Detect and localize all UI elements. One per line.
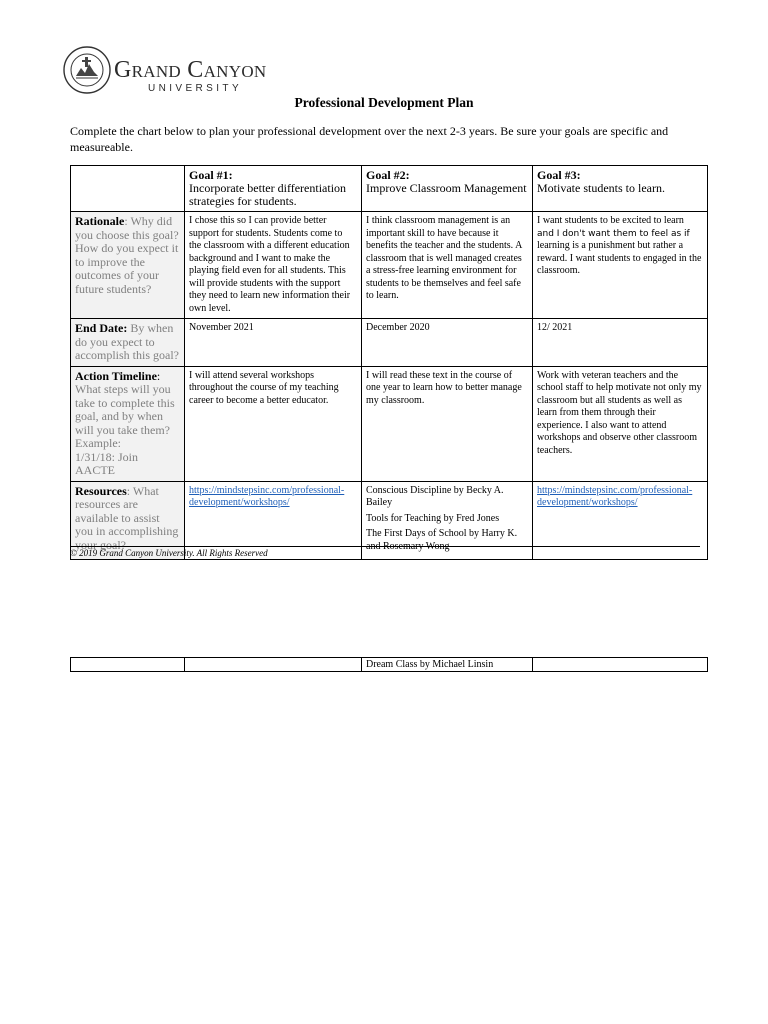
goal-2-resources <box>362 481 533 560</box>
action-timeline-label: Action Timeline <box>75 368 157 383</box>
goal-1-rationale: I chose this so I can provide better support for students. Students come to the classroom with a different education background and I want to make the playing field even for all students. This will provide students with the support they need to learn new information their own level. <box>185 212 362 319</box>
end-date-prompt: By when do you expect to accomplish this goal? <box>75 321 179 362</box>
goal-1-end-date: November 2021 <box>185 319 362 367</box>
goal-3-rationale-line-2: and I don't want them to feel as if <box>537 228 690 239</box>
rationale-label-cell <box>71 212 185 319</box>
footer-divider <box>70 546 700 547</box>
goal-2-end-date: December 2020 <box>362 319 533 367</box>
continuation-goal-3-cell <box>533 658 708 672</box>
resource-item: Conscious Discipline by Becky A. Bailey <box>366 484 504 508</box>
goal-3-text: Motivate students to learn. <box>537 181 665 195</box>
goal-2-text: Improve Classroom Management <box>366 181 527 195</box>
rationale-row <box>71 212 708 319</box>
resource-item: The First Days of School by Harry K. and Rosemary Wong <box>366 528 518 552</box>
continuation-label-cell <box>71 658 185 672</box>
goal-2-rationale: I think classroom management is an important skill to have because it benefits the teacher and the students. A classroom that is well managed creates a stress-free learning environment for students to be themselves and feel safe to learn. <box>362 212 533 319</box>
resource-item: Tools for Teaching by Fred Jones <box>366 512 500 524</box>
end-date-label: End Date: <box>75 321 128 335</box>
plan-table <box>70 165 708 560</box>
resources-prompt: : What resources are available to assist you in accomplishing your goal? <box>75 483 179 552</box>
goal-2-action-timeline: I will read these text in the course of one year to learn how to better manage my classroom. <box>362 366 533 481</box>
continuation-goal-2-cell: Dream Class by Michael Linsin <box>362 658 533 672</box>
goal-header-row <box>71 166 708 212</box>
goal-1-header <box>185 166 362 212</box>
goal-1-text: Incorporate better differentiation strategies for students. <box>189 181 347 208</box>
action-timeline-example: Example: <box>75 436 121 450</box>
action-timeline-example-value: 1/31/18: Join AACTE <box>75 449 139 477</box>
end-date-label-cell <box>71 319 185 367</box>
page-title: Professional Development Plan <box>294 95 474 110</box>
rationale-label: Rationale <box>75 214 125 228</box>
rationale-prompt: : Why did you choose this goal? How do you expect it to improve the outcomes of your future students? <box>75 214 179 296</box>
goal-2-header <box>362 166 533 212</box>
continuation-table <box>70 657 708 672</box>
copyright-footer: © 2019 Grand Canyon University. All Rights Reserved <box>70 548 268 558</box>
goal-3-resource-link[interactable]: https://mindstepsinc.com/professional-development/workshops/ <box>537 484 693 508</box>
action-timeline-label-cell <box>71 366 185 481</box>
goal-2-label: Goal #2: <box>366 168 410 182</box>
instructions: Complete the chart below to plan your professional development over the next 2-3 years. Be sure your goals are specific and measureable. <box>70 124 669 154</box>
goal-1-resource-link[interactable]: https://mindstepsinc.com/professional-development/workshops/ <box>189 484 345 508</box>
goal-3-resources <box>533 481 708 560</box>
goal-3-label: Goal #3: <box>537 168 581 182</box>
continuation-goal-1-cell <box>185 658 362 672</box>
empty-corner-cell <box>71 166 185 212</box>
goal-3-rationale-line-1: I want students to be excited to learn <box>537 215 684 226</box>
goal-3-rationale-line-3: learning is a punishment but rather a reward. I want students to engaged in the classroom. <box>537 240 702 276</box>
goal-3-end-date: 12/ 2021 <box>533 319 708 367</box>
action-timeline-colon: : <box>156 368 161 383</box>
university-logo <box>62 45 267 101</box>
continuation-row <box>71 658 708 672</box>
action-timeline-prompt: What steps will you take to complete this goal, and by when will you take them? <box>75 382 175 437</box>
logo-name: Grand Canyon <box>114 57 267 83</box>
end-date-row <box>71 319 708 367</box>
logo-subname: UNIVERSITY <box>148 83 243 94</box>
goal-3-action-timeline: Work with veteran teachers and the school staff to help motivate not only my classroom but all students as well as learn from them through their experience. I also want to attend workshops and observe other classroom teachers. <box>533 366 708 481</box>
goal-1-action-timeline: I will attend several workshops throughout the course of my teaching career to become a better educator. <box>185 366 362 481</box>
resources-label: Resources <box>75 483 127 498</box>
goal-3-header <box>533 166 708 212</box>
university-seal-icon <box>62 45 112 95</box>
action-timeline-row <box>71 366 708 481</box>
goal-3-rationale <box>533 212 708 319</box>
goal-1-label: Goal #1: <box>189 168 233 182</box>
